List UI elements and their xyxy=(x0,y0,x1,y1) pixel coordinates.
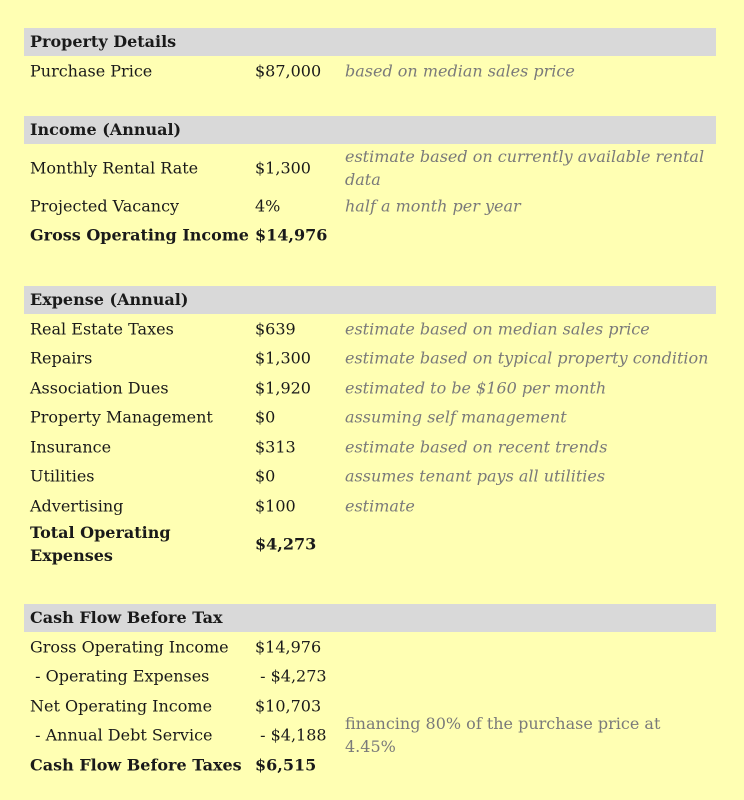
table-row xyxy=(24,191,716,221)
row-note: assumes tenant pays all utilities xyxy=(345,466,606,486)
property-details-section xyxy=(24,28,716,86)
total-row xyxy=(24,521,716,568)
row-value: $87,000 xyxy=(255,61,322,81)
row-note: estimate based on currently available rental data xyxy=(345,146,705,189)
row-value: $1,300 xyxy=(255,158,311,177)
income-section xyxy=(24,116,716,250)
table-row xyxy=(24,491,716,521)
row-value: $100 xyxy=(255,496,296,516)
row-value: $1,300 xyxy=(255,348,311,368)
table-row xyxy=(24,662,716,692)
row-note: estimate based on typical property condition xyxy=(345,348,709,368)
total-row xyxy=(24,750,716,780)
row-value: - $4,188 xyxy=(255,725,327,745)
row-label: Insurance xyxy=(30,437,112,457)
total-row xyxy=(24,221,716,251)
row-note: based on median sales price xyxy=(345,61,575,81)
row-label: Net Operating Income xyxy=(30,696,213,716)
row-label: Gross Operating Income xyxy=(30,637,229,657)
section-header: Income (Annual) xyxy=(24,116,716,144)
row-value: $4,273 xyxy=(255,534,317,554)
row-value: $0 xyxy=(255,407,276,427)
row-label: Monthly Rental Rate xyxy=(30,158,199,177)
row-note: estimate based on median sales price xyxy=(345,319,650,339)
row-note: financing 80% of the purchase price at 4.45% xyxy=(345,714,661,757)
row-label: Association Dues xyxy=(30,378,169,398)
table-row xyxy=(24,462,716,492)
row-value: $313 xyxy=(255,437,296,457)
row-label: - Annual Debt Service xyxy=(30,725,213,745)
row-label: Projected Vacancy xyxy=(30,196,180,216)
section-header: Expense (Annual) xyxy=(24,286,716,314)
table-row xyxy=(24,403,716,433)
table-row xyxy=(24,314,716,344)
row-label: Property Management xyxy=(30,407,213,427)
table-row xyxy=(24,714,716,757)
table-row xyxy=(24,373,716,403)
table-row xyxy=(24,144,716,191)
row-value: $14,976 xyxy=(255,225,328,245)
row-value: $6,515 xyxy=(255,755,317,775)
row-note: estimate xyxy=(345,496,415,516)
table-row xyxy=(24,632,716,662)
row-label: Total Operating Expenses xyxy=(30,523,171,565)
row-value: 4% xyxy=(255,196,281,216)
table-row xyxy=(24,56,716,86)
row-value: $639 xyxy=(255,319,296,339)
row-value: - $4,273 xyxy=(255,666,327,686)
row-value: $10,703 xyxy=(255,696,322,716)
row-label: Cash Flow Before Taxes xyxy=(30,755,242,775)
row-label: Advertising xyxy=(30,496,124,516)
table-row xyxy=(24,344,716,374)
cash-flow-section xyxy=(24,604,716,780)
row-value: $0 xyxy=(255,466,276,486)
row-note: assuming self management xyxy=(345,407,567,427)
expense-section xyxy=(24,286,716,568)
row-note: estimate based on recent trends xyxy=(345,437,608,457)
section-header: Property Details xyxy=(24,28,716,56)
row-label: Utilities xyxy=(30,466,95,486)
row-label: Repairs xyxy=(30,348,93,368)
row-value: $1,920 xyxy=(255,378,311,398)
row-note: estimated to be $160 per month xyxy=(345,378,607,398)
row-label: Gross Operating Income xyxy=(30,225,249,245)
row-label: Real Estate Taxes xyxy=(30,319,174,339)
row-label: - Operating Expenses xyxy=(30,666,210,686)
row-label: Purchase Price xyxy=(30,61,153,81)
row-value: $14,976 xyxy=(255,637,322,657)
table-row xyxy=(24,432,716,462)
row-note: half a month per year xyxy=(345,196,521,216)
section-header: Cash Flow Before Tax xyxy=(24,604,716,632)
